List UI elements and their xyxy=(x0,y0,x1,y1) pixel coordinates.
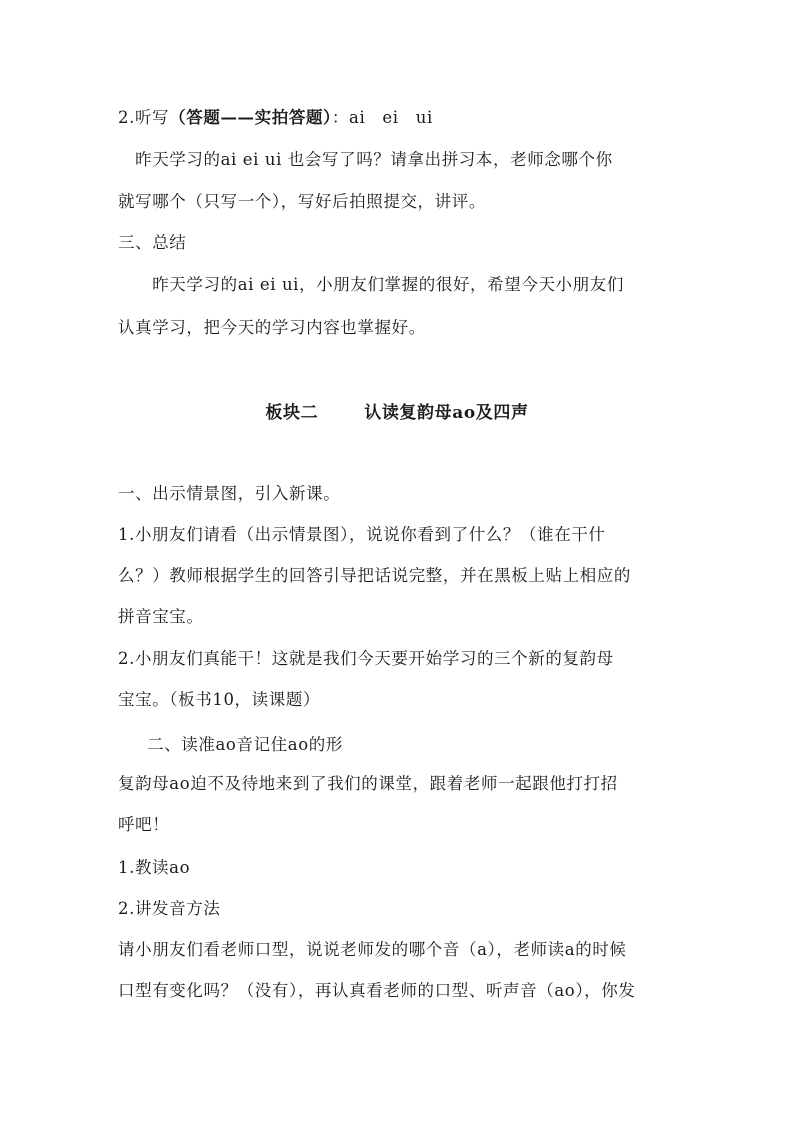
list-item: 1.教读ao xyxy=(118,858,191,877)
paragraph-line: 1.小朋友们请看（出示情景图），说说你看到了什么？（谁在干什 xyxy=(118,525,606,544)
paragraph-line: 就写哪个（只写一个），写好后拍照提交，讲评。 xyxy=(118,192,486,211)
paragraph-line: 复韵母ao迫不及待地来到了我们的课堂，跟着老师一起跟他打打招 xyxy=(118,774,618,793)
section-heading: 二、读准ao音记住ao的形 xyxy=(130,735,343,754)
dictation-heading xyxy=(118,108,688,128)
block-title-topic: 认读复韵母ao及四声 xyxy=(364,403,529,423)
paragraph-line: 呼吧！ xyxy=(118,815,170,834)
block-title-label: 板块二 xyxy=(265,403,319,423)
paragraph-line: 宝宝。（板书10，读课题） xyxy=(118,690,321,709)
dictation-bold-note: （答题——实拍答题） xyxy=(169,108,332,127)
paragraph-line: 请小朋友们看老师口型，说说老师发的哪个音（a），老师读a的时候 xyxy=(118,940,627,959)
paragraph-line: 么？）教师根据学生的回答引导把话说完整，并在黑板上贴上相应的 xyxy=(118,566,631,585)
section-heading: 一、出示情景图，引入新课。 xyxy=(118,484,341,503)
dictation-prefix: 2.听写 xyxy=(118,108,170,127)
section-heading: 三、总结 xyxy=(118,233,187,252)
paragraph-line: 认真学习，把今天的学习内容也掌握好。 xyxy=(118,318,426,337)
paragraph-line: 拼音宝宝。 xyxy=(118,607,204,626)
paragraph-line: 昨天学习的ai ei ui 也会写了吗？请拿出拼习本，老师念哪个你 xyxy=(118,150,613,169)
paragraph-line: 昨天学习的ai ei ui，小朋友们掌握的很好，希望今天小朋友们 xyxy=(118,275,624,294)
paragraph-line: 口型有变化吗？（没有），再认真看老师的口型、听声音（ao），你发 xyxy=(118,981,636,1000)
paragraph-line: 2.小朋友们真能干！这就是我们今天要开始学习的三个新的复韵母 xyxy=(118,649,614,668)
dictation-suffix: ：ai ei ui xyxy=(331,108,433,127)
block-title xyxy=(0,398,794,423)
list-item: 2.讲发音方法 xyxy=(118,899,221,918)
